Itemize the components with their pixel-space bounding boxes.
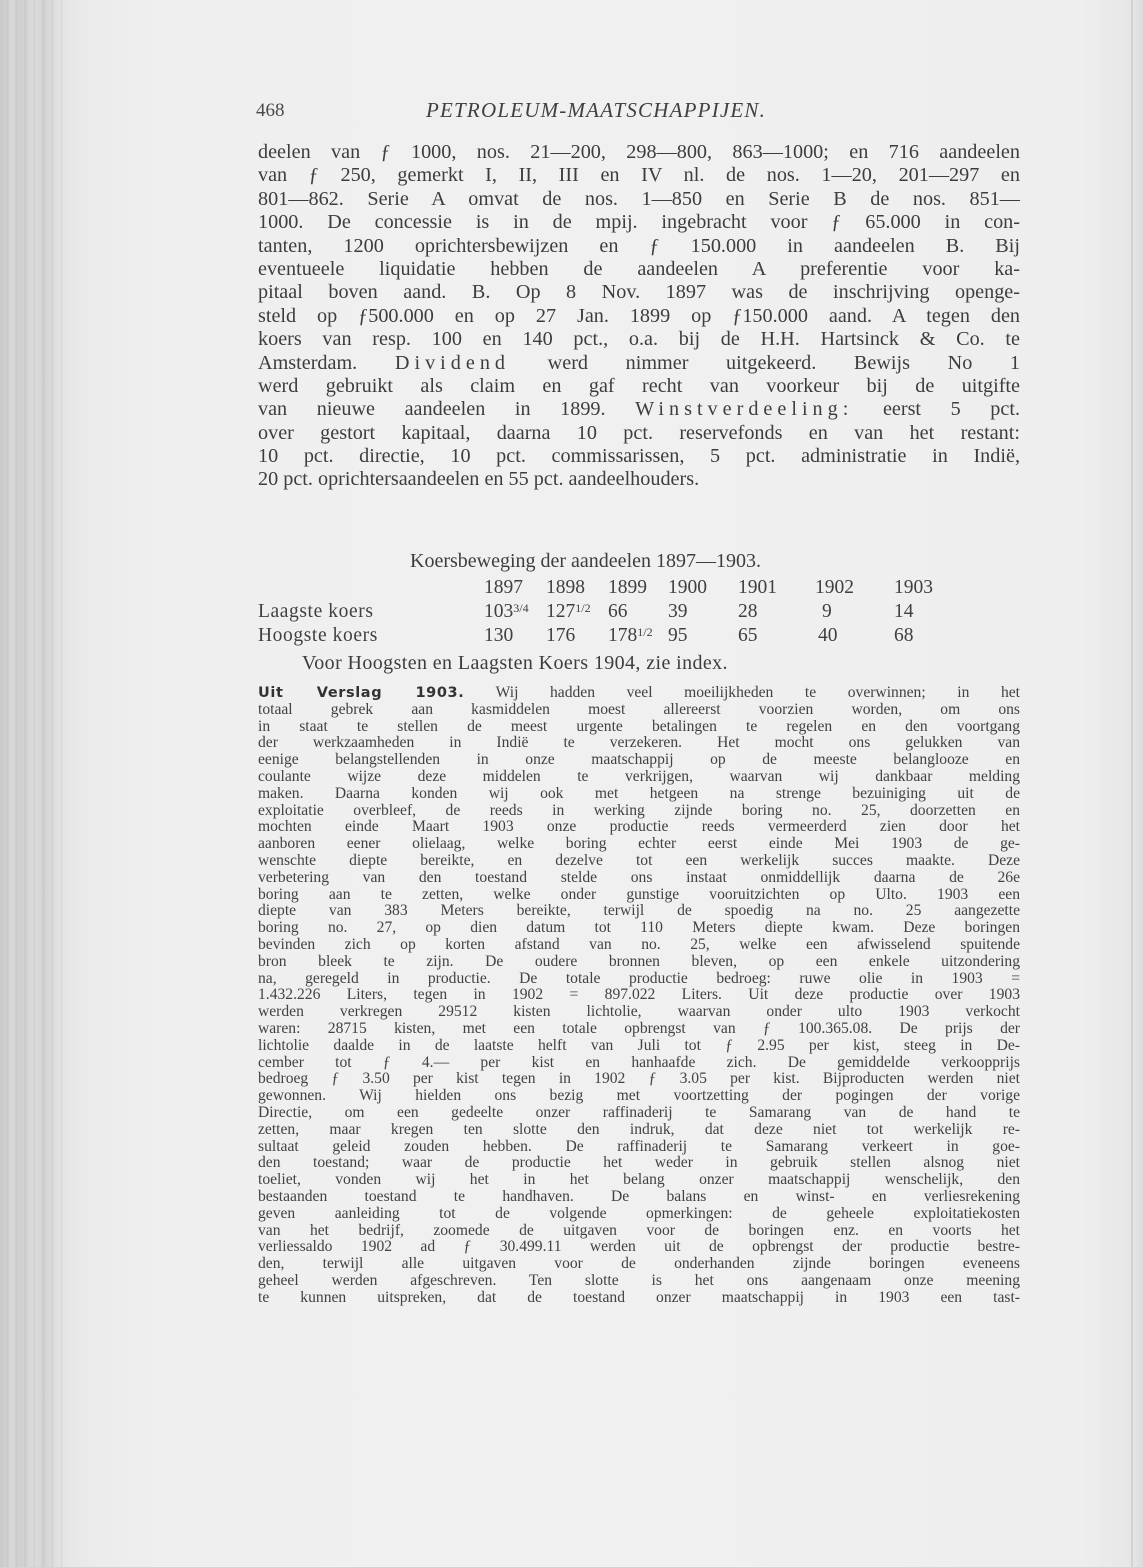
page-header bbox=[256, 98, 1016, 128]
table-corner-cell bbox=[258, 576, 484, 600]
text-line: eenige belangstellenden in onze maatschappij op de meeste belanglooze en bbox=[258, 751, 1020, 769]
text-line: te kunnen uitspreken, dat de toestand onzer maatschappij in 1903 een tast- bbox=[258, 1288, 1020, 1306]
dividend-spaced-heading: Dividend bbox=[394, 351, 511, 374]
text-line: coulante wijze deze middelen te verkrijgen, waarvan wij dankbaar melding bbox=[258, 767, 1020, 785]
text-line: bestaanden toestand te handhaven. De balans en winst- en verliesrekening bbox=[258, 1187, 1020, 1205]
text-line: verliessaldo 1902 ad ƒ 30.499.11 werden uit de opbrengst der productie bestre- bbox=[258, 1238, 1020, 1256]
page-edge bbox=[1131, 0, 1133, 1567]
price-cell: $178^{1/2}$ bbox=[608, 625, 653, 646]
text-line: pitaal boven aand. B. Op 8 Nov. 1897 was de inschrijving openge- bbox=[258, 281, 1020, 304]
price-history-table bbox=[258, 576, 944, 648]
text-line: exploitatie overbleef, de reeds in werking zijnde boring no. 25, doorzetten en bbox=[258, 801, 1020, 819]
report-heading: Uit Verslag 1903. bbox=[258, 685, 465, 701]
table-header-row bbox=[258, 576, 944, 600]
price-table-title: Koersbeweging der aandeelen 1897—1903. bbox=[410, 550, 761, 572]
text-line: bron bleek te zijn. De oudere bronnen bleven, op een enkele uitzondering bbox=[258, 952, 1020, 970]
text-line: 20 pct. oprichtersaandeelen en 55 pct. aandeelhouders. bbox=[258, 468, 700, 491]
text-line: boring aan te zetten, welke onder gunstige vooruitzichten op Ulto. 1903 een bbox=[258, 885, 1020, 903]
company-description-paragraph bbox=[258, 141, 1020, 492]
text-line: van het bedrijf, zoomede de uitgaven voor de boringen enz. en voorts het bbox=[258, 1221, 1020, 1239]
year-header: 1903 bbox=[894, 577, 933, 598]
price-cell: 14 bbox=[894, 601, 914, 622]
table-row-hoogste bbox=[258, 624, 944, 648]
book-binding-shadow bbox=[0, 0, 64, 1567]
text-line: werden verkregen 29512 kisten lichtolie, waarvan onder ulto 1903 verkocht bbox=[258, 1003, 1020, 1021]
text-line: van ƒ 250, gemerkt I, II, III en IV nl. de nos. 1—20, 201—297 en bbox=[258, 164, 1020, 187]
text-line: diepte van 383 Meters bereikte, terwijl de spoedig na no. 25 aangezette bbox=[258, 902, 1020, 920]
text-line: mochten einde Maart 1903 onze productie reeds vermeerderd zien door het bbox=[258, 818, 1020, 836]
price-cell: $103^{3/4}$ bbox=[484, 601, 529, 622]
text-line: wenschte diepte bereikte, en dezelve tot een werkelijk succes maakte. Deze bbox=[258, 851, 1020, 869]
year-header: 1899 bbox=[608, 577, 647, 598]
text-line: geheel werden afgeschreven. Ten slotte is het ons aangenaam onze meening bbox=[258, 1271, 1020, 1289]
text-line: 10 pct. directie, 10 pct. commissarissen, 5 pct. administratie in Indië, bbox=[258, 445, 1020, 468]
running-title: PETROLEUM-MAATSCHAPPIJEN. bbox=[426, 98, 767, 122]
text-line: boring no. 27, op dien datum tot 110 Meters diepte kwam. Deze boringen bbox=[258, 919, 1020, 937]
text-line: den toestand; waar de productie het weder in gebruik stellen alsnog niet bbox=[258, 1154, 1020, 1172]
year-header: 1900 bbox=[668, 577, 707, 598]
text-line: 1.432.226 Liters, tegen in 1902 = 897.022 Liters. Uit deze productie over 1903 bbox=[258, 986, 1020, 1004]
text-line: tanten, 1200 oprichtersbewijzen en ƒ 150.000 in aandeelen B. Bij bbox=[258, 234, 1020, 257]
winstverdeeling-spaced-heading: Winstverdeeling: bbox=[635, 398, 854, 421]
text-line: werd gebruikt als claim en gaf recht van voorkeur bij de uitgifte bbox=[258, 374, 1020, 397]
text-line: bedroeg ƒ 3.50 per kist tegen in 1902 ƒ 3.05 per kist. Bijproducten werden niet bbox=[258, 1070, 1020, 1088]
text-fragment: Amsterdam. bbox=[258, 351, 358, 374]
text-line: na, geregeld in productie. De totale productie bedroeg: ruwe olie in 1903 = bbox=[258, 969, 1020, 987]
table-row-laagste bbox=[258, 600, 944, 624]
price-cell: 95 bbox=[668, 625, 688, 646]
price-cell: 40 bbox=[818, 625, 838, 646]
text-line: steld op ƒ500.000 en op 27 Jan. 1899 op ƒ150.000 aand. A tegen den bbox=[258, 304, 1020, 327]
text-line: in staat te stellen de meest urgente betalingen te regelen en den voortgang bbox=[258, 717, 1020, 735]
text-line bbox=[258, 398, 1020, 421]
text-fragment: werd nimmer uitgekeerd. Bewijs No 1 bbox=[547, 351, 1021, 374]
text-line: verbetering van den toestand stelde ons instaat onmiddellijk daarna de 26e bbox=[258, 868, 1020, 886]
text-fragment: Wij hadden veel moeilijkheden te overwinnen; in het bbox=[495, 684, 1020, 701]
price-cell: 130 bbox=[484, 625, 514, 646]
text-line: sultaat geleid zouden hebben. De raffinaderij te Samarang verkeert in goe- bbox=[258, 1137, 1020, 1155]
text-line: 801—862. Serie A omvat de nos. 1—850 en Serie B de nos. 851— bbox=[258, 187, 1020, 210]
text-line: zetten, maar kregen ten slotte den indruk, dat deze niet tot werkelijk re- bbox=[258, 1120, 1020, 1138]
text-line: geven aanleiding tot de volgende opmerkingen: de geheele exploitatiekosten bbox=[258, 1204, 1020, 1222]
text-line: bevinden zich op korten afstand van no. 25, welke een afwisselend spuitende bbox=[258, 935, 1020, 953]
price-cell: 68 bbox=[894, 625, 914, 646]
text-line bbox=[258, 685, 1020, 702]
year-header: 1902 bbox=[815, 577, 854, 598]
text-line: der werkzaamheden in Indië te verzekeren. Het mocht ons gelukken van bbox=[258, 734, 1020, 752]
text-line: cember tot ƒ 4.— per kist en hanhaafde zich. De gemiddelde verkoopprijs bbox=[258, 1053, 1020, 1071]
text-fragment: van nieuwe aandeelen in 1899. bbox=[258, 398, 606, 421]
price-cell: 65 bbox=[738, 625, 758, 646]
text-line: eventueele liquidatie hebben de aandeelen A preferentie voor ka- bbox=[258, 257, 1020, 280]
text-line: gewonnen. Wij hielden ons bezig met voortzetting der pogingen der vorige bbox=[258, 1087, 1020, 1105]
text-line: deelen van ƒ 1000, nos. 21—200, 298—800, 863—1000; en 716 aandeelen bbox=[258, 141, 1020, 163]
page-number: 468 bbox=[256, 100, 285, 121]
price-cell: 176 bbox=[546, 625, 576, 646]
text-line: maken. Daarna konden wij ook met hetgeen na strenge bezuiniging uit de bbox=[258, 784, 1020, 802]
text-line: totaal gebrek aan kasmiddelen moest allereerst voorzien worden, om ons bbox=[258, 700, 1020, 718]
year-header: 1897 bbox=[484, 577, 523, 598]
text-line: lichtolie daalde in de laatste helft van Juli tot ƒ 2.95 per kist, steeg in De- bbox=[258, 1036, 1020, 1054]
text-line: over gestort kapitaal, daarna 10 pct. reservefonds en van het restant: bbox=[258, 421, 1020, 444]
year-header: 1901 bbox=[738, 577, 777, 598]
text-line: 1000. De concessie is in de mpij. ingebracht voor ƒ 65.000 in con- bbox=[258, 211, 1020, 234]
row-label: Laagste koers bbox=[258, 601, 374, 622]
text-line: den, terwijl alle uitgaven voor de onderhanden zijnde boringen eveneens bbox=[258, 1255, 1020, 1273]
text-fragment: eerst 5 pct. bbox=[882, 398, 1020, 421]
text-line: Directie, om een gedeelte onzer raffinaderij te Samarang van de hand te bbox=[258, 1103, 1020, 1121]
year-header: 1898 bbox=[546, 577, 585, 598]
text-line: waren: 28715 kisten, met een totale opbrengst van ƒ 100.365.08. De prijs der bbox=[258, 1019, 1020, 1037]
annual-report-excerpt bbox=[258, 685, 1020, 1306]
row-label: Hoogste koers bbox=[258, 625, 378, 646]
price-cell: 66 bbox=[608, 601, 628, 622]
price-table-note: Voor Hoogsten en Laagsten Koers 1904, zie index. bbox=[302, 652, 728, 674]
text-line: aanboren eener olielaag, welke boring echter eerst einde Mei 1903 de ge- bbox=[258, 835, 1020, 853]
price-cell: $127^{1/2}$ bbox=[546, 601, 591, 622]
text-line: koers van resp. 100 en 140 pct., o.a. bij de H.H. Hartsinck & Co. te bbox=[258, 328, 1020, 351]
price-cell: 28 bbox=[738, 601, 758, 622]
text-line: toeliet, vonden wij het in het belang onzer maatschappij wenschelijk, den bbox=[258, 1171, 1020, 1189]
price-cell: 9 bbox=[822, 601, 832, 622]
price-cell: 39 bbox=[668, 601, 688, 622]
text-line bbox=[258, 352, 1020, 375]
